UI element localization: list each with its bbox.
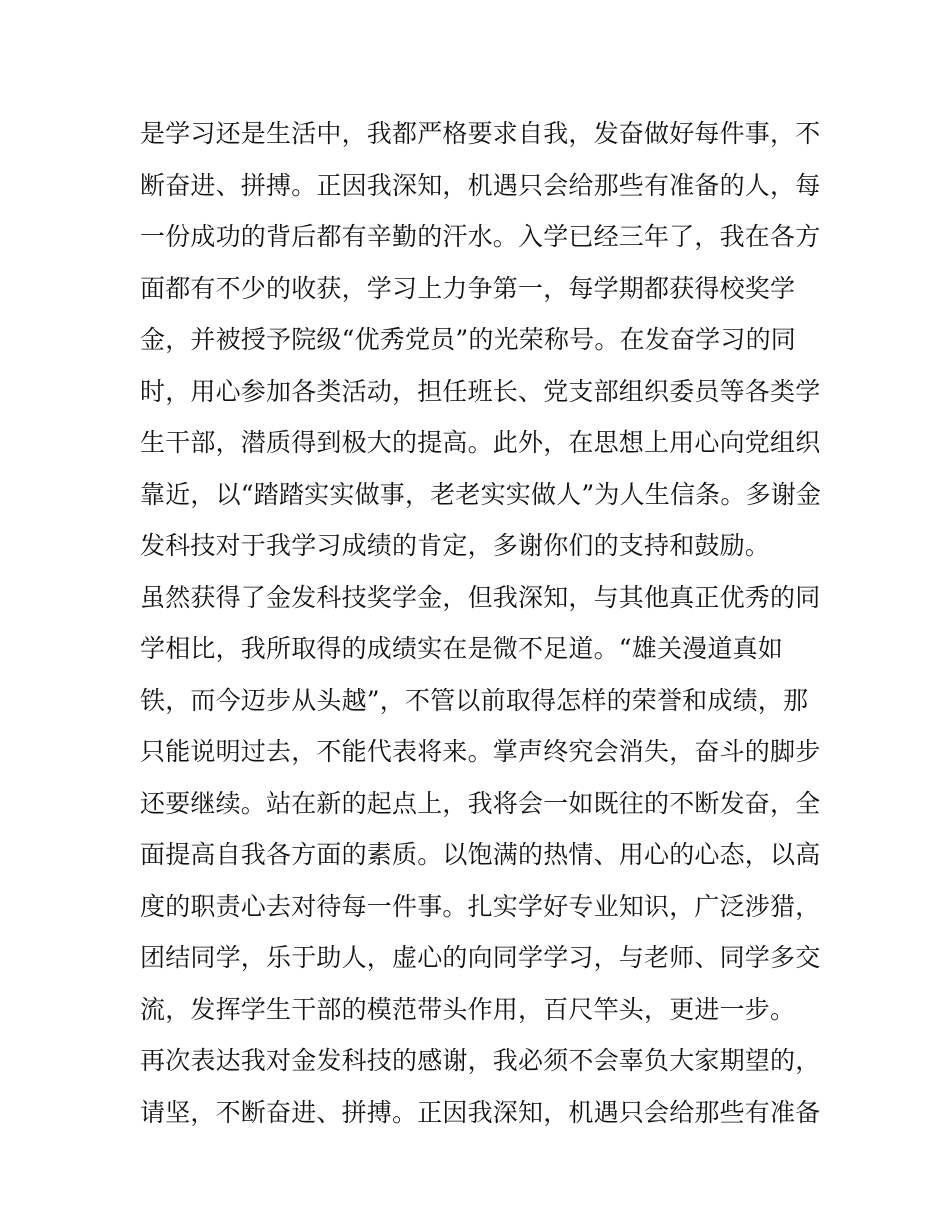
text-line: 面都有不少的收获，学习上力争第一，每学期都获得校奖学	[140, 273, 796, 303]
text-line: 还要继续。站在新的起点上，我将会一如既往的不断发奋，全	[140, 788, 821, 818]
text-line: 发科技对于我学习成绩的肯定，多谢你们的支持和鼓励。	[140, 531, 771, 560]
text-line: 生干部，潜质得到极大的提高。此外，在思想上用心向党组织	[140, 428, 821, 457]
text-line: 请坚，不断奋进、拼搏。正因我深知，机遇只会给那些有准备	[140, 1097, 821, 1127]
text-line: 靠近，以“踏踏实实做事，老老实实做人”为人生信条。多谢金	[140, 479, 822, 509]
text-line: 团结同学，乐于助人，虚心的向同学学习，与老师、同学多交	[140, 943, 821, 972]
text-line: 断奋进、拼搏。正因我深知，机遇只会给那些有准备的人，每	[140, 170, 821, 200]
text-line: 学相比，我所取得的成绩实在是微不足道。“雄关漫道真如	[140, 634, 783, 663]
text-line: 再次表达我对金发科技的感谢，我必须不会辜负大家期望的，	[140, 1046, 821, 1075]
text-line: 是学习还是生活中，我都严格要求自我，发奋做好每件事，不	[140, 119, 821, 148]
body-text	[140, 108, 820, 1138]
text-line: 面提高自我各方面的素质。以饱满的热情、用心的心态，以高	[140, 840, 821, 869]
text-line: 金，并被授予院级“优秀党员”的光荣称号。在发奋学习的同	[140, 325, 796, 354]
text-line: 只能说明过去，不能代表将来。掌声终究会消失，奋斗的脚步	[140, 737, 821, 766]
text-line: 时，用心参加各类活动，担任班长、党支部组织委员等各类学	[140, 376, 821, 406]
text-line: 度的职责心去对待每一件事。扎实学好专业知识，广泛涉猎，	[140, 891, 821, 921]
text-line: 一份成功的背后都有辛勤的汗水。入学已经三年了，我在各方	[140, 222, 821, 251]
text-line: 流，发挥学生干部的模范带头作用，百尺竿头，更进一步。	[140, 994, 796, 1024]
text-line: 铁，而今迈步从头越”，不管以前取得怎样的荣誉和成绩，那	[140, 685, 809, 715]
text-line: 虽然获得了金发科技奖学金，但我深知，与其他真正优秀的同	[140, 582, 821, 612]
